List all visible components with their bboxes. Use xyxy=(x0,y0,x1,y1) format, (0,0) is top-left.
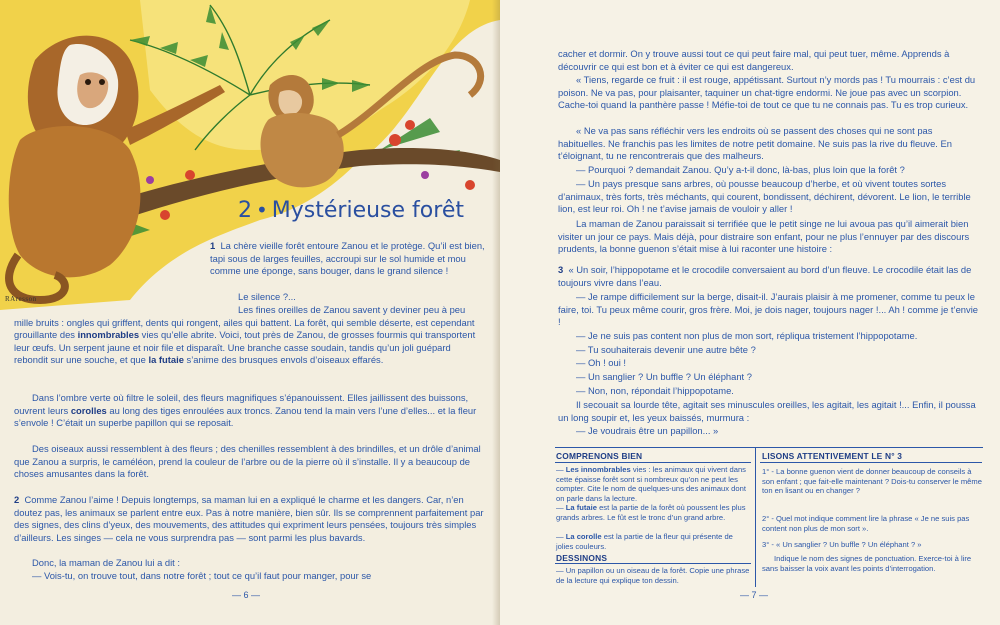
comprenons-item-1: — Les innombrables vies : les animaux qui vivent dans cette épaisse forêt sont si nombreux qu’on ne peut les compter. Cite le nom de quelques-uns des animaux dont on parle dans la lecture. xyxy=(556,465,746,503)
dessinons-rule xyxy=(555,563,751,564)
word-corolles: corolles xyxy=(70,404,107,416)
paragraph-r3: « Ne va pas sans réfléchir vers les endroits où se passent des choses qui ne sont pas habituelles. Ne franchis pas les limites de notre petit domaine. Ne suis pas la rive du fleuve. En t’éloignant, tu ne rencontrerais que des malheurs. xyxy=(558,125,952,162)
comprenons-rule xyxy=(555,462,751,463)
comprenons-item-3: — La corolle est la partie de la fleur qui présente de jolies couleurs. xyxy=(556,532,733,551)
page-number-right: — 7 — xyxy=(740,590,769,600)
paragraph-2a: 2 Comme Zanou l’aime ! Depuis longtemps, sa maman lui en a expliqué le charme et les dangers. Car, n’en doutez pas, les animaux se parlent entre eux. Pas à notre manière, bien sûr. Ils se comprennent parfaitement par des signes, des clins d’yeux, des mouvements, des attitudes qui expriment leurs pensées, toujours très simples d’ailleurs. Les singes — cela ne vous surprendra pas — sont parmi les plus bavards. xyxy=(14,494,484,543)
paragraph-r7: 3 « Un soir, l’hippopotame et le crocodile conversaient au bord d’un fleuve. Le crocodile était las de toujours vivre dans l’eau. xyxy=(558,264,972,288)
paragraph-r5: — Un pays presque sans arbres, où pousse beaucoup d’herbe, et où vivent toutes sortes d’animaux, très forts, très méchants, qui courent, bondissent, déchirent, dévorent. Le lion, le terrible lion, est leur roi. Oh ! ne t’avise jamais de vouloir y aller ! xyxy=(558,178,971,215)
box-top-rule xyxy=(555,447,983,448)
title-bullet: • xyxy=(256,198,268,222)
chapter-title xyxy=(238,198,488,223)
section-number-2: 2 xyxy=(14,494,20,505)
paragraph-r8: — Je rampe difficilement sur la berge, disait-il. J’aurais plaisir à me promener, comme tu peux le faire, toi. Tu peux même courir, gros frère. Moi, je dois nager, toujours nager !... Ah ! comme je t’envie ! xyxy=(558,291,978,328)
paragraph-1b: Le silence ?... xyxy=(238,291,296,302)
page-number-left: — 6 — xyxy=(232,590,261,600)
paragraph-r9: — Je ne suis pas content non plus de mon sort, répliqua tristement l’hippopotame. xyxy=(576,330,918,341)
paragraph-r11: — Oh ! oui ! xyxy=(576,357,627,368)
word-futaie: la futaie xyxy=(148,354,184,366)
comprenons-heading: COMPRENONS BIEN xyxy=(556,451,643,461)
paragraph-r12: — Un sanglier ? Un buffle ? Un éléphant ? xyxy=(576,371,752,382)
lisons-heading: LISONS ATTENTIVEMENT LE N° 3 xyxy=(762,451,903,461)
chapter-number: 2 xyxy=(238,198,252,223)
paragraph-r13: — Non, non, répondait l’hippopotame. xyxy=(576,385,734,396)
section-number-3: 3 xyxy=(558,264,564,275)
word-innombrables: innombrables xyxy=(77,329,140,341)
paragraph-1d: Dans l’ombre verte où filtre le soleil, des fleurs magnifiques s’épanouissent. Elles jaillissent des buissons, ouvrent leurs corolles au long des tiges enroulées aux troncs. Zanou tend la main vers l’une d’elles... et la fleur s’envole ! C’était un superbe papillon qui se reposait. xyxy=(14,392,477,429)
chapter-title-text: Mystérieuse forêt xyxy=(271,198,464,223)
paragraph-2c: — Vois-tu, on trouve tout, dans notre forêt ; tout ce qu’il faut pour manger, pour se xyxy=(32,570,372,581)
paragraph-r6: La maman de Zanou paraissait si terrifiée que le petit singe ne lui avoua pas qu’il aimerait bien visiter un jour ce pays. Mais déjà, pour distraire son enfant, pour ne plus l’ennuyer par des discours prudents, la bonne guenon s’était mise à lui raconter une histoire : xyxy=(558,218,970,255)
paragraph-1c: Les fines oreilles de Zanou savent y deviner peu à peu mille bruits : ongles qui griffent, dents qui rongent, ailes qui battent. La forêt, qui semble déserte, est cependant grouillante des innombrables vies qu’elle abrite. Voici, tout près de Zanou, de grosses fourmis qui transportent leur œufs. Un serpent jaune et noir file et disparaît. Une branche casse soudain, tandis qu’un joli guépard rebondit sur une souche, et que la futaie s’anime des brusques envols d’oiseaux effarés. xyxy=(14,304,476,366)
paragraph-1e: Des oiseaux aussi ressemblent à des fleurs ; des chenilles ressemblent à des brindilles, et un drôle d’animal que Zanou a surpris, le caméléon, prend la couleur de l’arbre ou de la pierre où il s’installe. Il y a beaucoup de choses amusantes dans la forêt. xyxy=(14,443,481,480)
paragraph-r15: — Je voudrais être un papillon... » xyxy=(576,425,719,436)
lisons-question-3: 3° - « Un sanglier ? Un buffle ? Un éléphant ? » xyxy=(762,540,922,549)
paragraph-r4: — Pourquoi ? demandait Zanou. Qu’y a-t-il donc, là-bas, plus loin que la forêt ? xyxy=(576,164,905,175)
paragraph-1a-text: La chère vieille forêt entoure Zanou et le protège. Qu’il est bien, tapi sous de larges feuilles, accroupi sur le sol humide et mou comme une éponge, sans bouger, dans le grand silence ! xyxy=(210,240,485,277)
section-number-1: 1 xyxy=(210,240,216,251)
lisons-rule xyxy=(760,462,982,463)
dessinons-item: — Un papillon ou un oiseau de la forêt. Copie une phrase de la lecture qui explique ton dessin. xyxy=(556,566,750,585)
illustrator-signature: RAresson xyxy=(5,295,37,303)
dessinons-heading: DESSINONS xyxy=(556,553,608,563)
lisons-question-1: 1° - La bonne guenon vient de donner beaucoup de conseils à son enfant ; que fait-elle maintenant ? Dois-tu conserver le même ton en lisant ou en changer ? xyxy=(762,467,982,496)
page-right xyxy=(500,0,1000,625)
lisons-question-3b: Indique le nom des signes de ponctuation. Exerce-toi à lire sans baisser la voix avant les points d’interrogation. xyxy=(762,554,972,573)
paragraph-1a xyxy=(210,240,485,278)
paragraph-2b: Donc, la maman de Zanou lui a dit : xyxy=(32,557,180,568)
comprenons-item-2: — La futaie est la partie de la forêt où poussent les plus grands arbres. Le fût est le tronc d’un grand arbre. xyxy=(556,503,746,522)
paragraph-r1: cacher et dormir. On y trouve aussi tout ce qui peut faire mal, qui peut tuer, même. Apprends à découvrir ce qui est bon et à éviter ce qui est dangereux. xyxy=(558,48,950,72)
paragraph-r10: — Tu souhaiterais devenir une autre bête ? xyxy=(576,344,756,355)
paragraph-r2: « Tiens, regarde ce fruit : il est rouge, appétissant. Surtout n’y mords pas ! Tu mourrais : c’est du poison. Ne va pas, pour plaisanter, taquiner un chat-tigre endormi. Ne joue pas avec un scorpion. Cache-toi quand la panthère passe ! Méfie-toi de tout ce que tu ne connais pas. Tu es trop curieux. xyxy=(558,74,976,111)
box-divider xyxy=(755,447,756,587)
lisons-question-2: 2° - Quel mot indique comment lire la phrase « Je ne suis pas content non plus de mon sort ». xyxy=(762,514,970,533)
paragraph-r14: Il secouait sa lourde tête, agitait ses minuscules oreilles, les agitait, les agitait !... Enfin, il poussa un long soupir et, les yeux baissés, murmura : xyxy=(558,399,976,423)
